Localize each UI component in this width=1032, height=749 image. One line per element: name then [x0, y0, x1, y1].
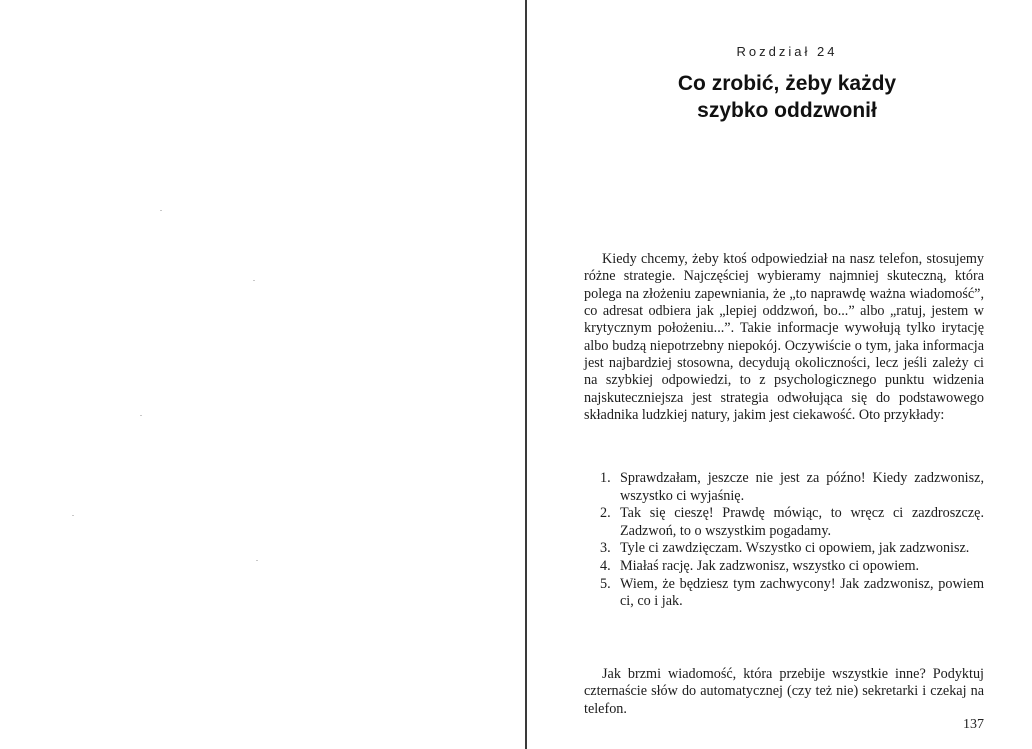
list-item-number: 4.: [600, 557, 611, 574]
scan-speck: [72, 515, 74, 516]
intro-paragraph: Kiedy chcemy, żeby ktoś odpowiedział na nasz telefon, stosujemy różne strategie. Najczęściej wybieramy najmniej skuteczną, która polega na złożeniu zapewniania, że „to naprawdę ważna wiadomość”, co adresat odbiera jak „lepiej oddzwoń, bo...” albo „ratuj, jestem w krytycznym położeniu...”. Takie informacje wywołują tylko irytację albo budzą niepotrzebny niepokój. Oczywiście o tym, jaka informacja jest najbardziej stosowna, decydują okoliczności, lecz jeśli zależy ci na szybkiej odpowiedzi, to z psychologicznego punktu widzenia najskuteczniejsza jest strategia odwołująca się do podstawowego składnika ludzkiej natury, jakim jest ciekawość. Oto przykłady:: [584, 251, 984, 423]
scan-speck: [256, 560, 258, 561]
chapter-title: [617, 70, 957, 124]
list-item-text: Tyle ci zawdzięczam. Wszystko ci opowiem, jak zadzwonisz.: [620, 540, 970, 557]
list-item-number: 1.: [600, 470, 611, 486]
list-item-text: Tak się cieszę! Prawdę mówiąc, to wręcz ci zazdroszczę. Zadzwoń, to o wszystkim pogadamy.: [620, 505, 984, 539]
list-item: [584, 505, 984, 540]
scan-speck: [140, 415, 142, 416]
list-item: [584, 470, 984, 505]
list-item-number: 2.: [600, 505, 611, 522]
closing-paragraph: Jak brzmi wiadomość, która przebije wszystkie inne? Podyktuj czternaście słów do automatycznej (czy też nie) sekretarki i czekaj na telefon.: [584, 666, 984, 717]
list-item-text: Wiem, że będziesz tym zachwycony! Jak zadzwonisz, powiem ci, co i jak.: [620, 575, 984, 610]
scan-speck: [253, 280, 255, 281]
list-item: [584, 540, 984, 558]
list-item-number: 5.: [600, 575, 611, 592]
chapter-title-line-1: Co zrobić, żeby każdy: [677, 72, 897, 95]
list-item: [584, 558, 984, 576]
chapter-label: Rozdział 24: [736, 44, 838, 59]
list-item-text: Sprawdzałam, jeszcze nie jest za późno! Kiedy zadzwonisz, wszystko ci wyjaśnię.: [620, 470, 984, 504]
list-item: [584, 576, 984, 611]
page-number: 137: [963, 717, 984, 732]
chapter-title-line-2: szybko oddzwonił: [697, 99, 877, 122]
example-list: [584, 470, 984, 611]
scan-speck: [160, 210, 162, 211]
list-item-number: 3.: [600, 540, 611, 557]
list-item-text: Miałaś rację. Jak zadzwonisz, wszystko ci opowiem.: [620, 557, 920, 574]
right-page: [527, 0, 1032, 749]
